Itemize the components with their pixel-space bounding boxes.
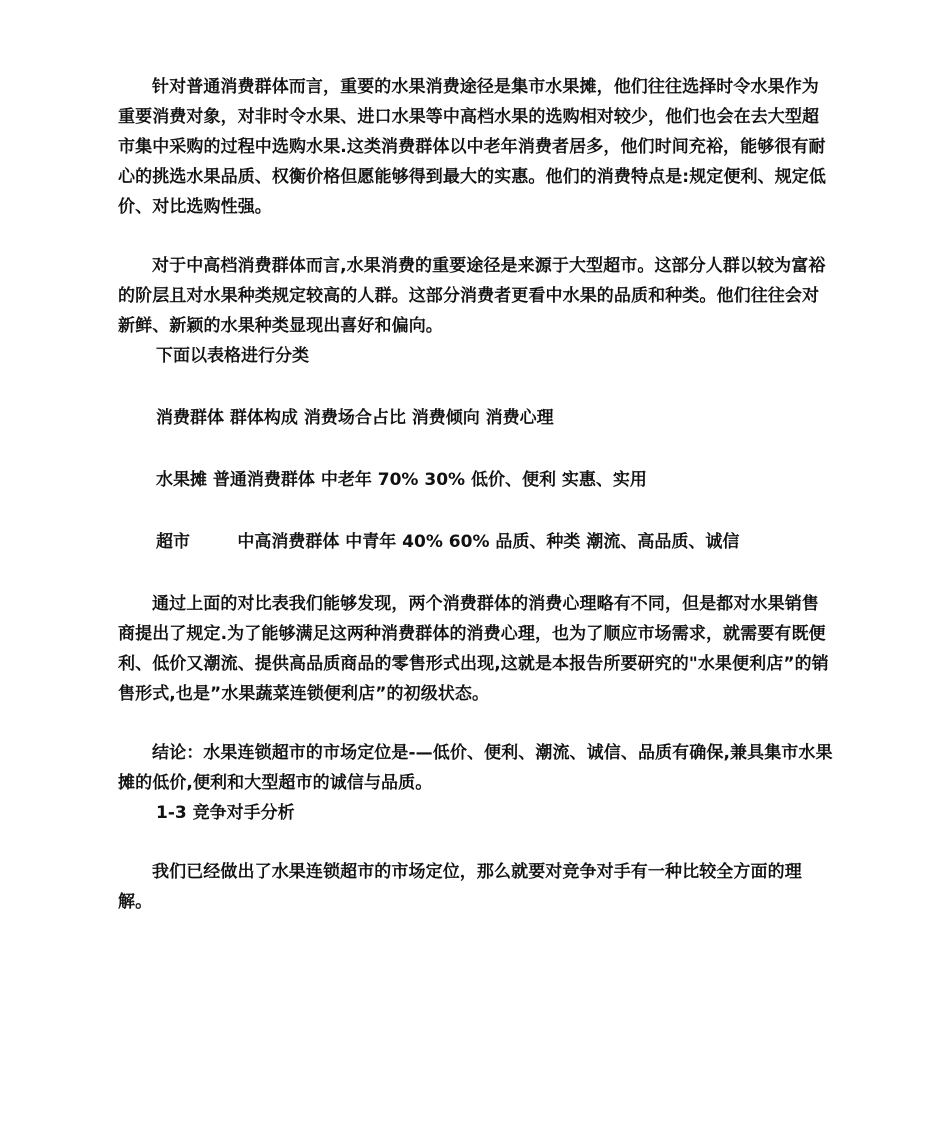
section-heading-competitor-analysis: 1-3 竞争对手分析 <box>156 803 295 823</box>
paragraph-comparison: 通过上面的对比表我们能够发现，两个消费群体的消费心理略有不同，但是都对水果销售商提出了规定.为了能够满足这两种消费群体的消费心理，也为了顺应市场需求，就需要有既便利、低价又潮流、提供高品质商品的零售形式出现,这就是本报告所要研究的"水果便利店”的销售形式,也是”水果蔬菜连锁便利店”的初级状态。 <box>118 594 829 704</box>
table-header-row: 消费群体 群体构成 消费场合占比 消费倾向 消费心理 <box>156 408 554 428</box>
table-row-fruit-stall: 水果摊 普通消费群体 中老年 70% 30% 低价、便利 实惠、实用 <box>156 470 647 490</box>
paragraph-ordinary-consumers: 针对普通消费群体而言，重要的水果消费途径是集市水果摊，他们往往选择时令水果作为重要消费对象，对非时令水果、进口水果等中高档水果的选购相对较少，他们也会在去大型超市集中采购的过程中选购水果.这类消费群体以中老年消费者居多，他们时间充裕，能够很有耐心的挑选水果品质、权衡价格但愿能够得到最大的实惠。他们的消费特点是:规定便利、规定低价、对比选购性强。 <box>118 77 826 217</box>
paragraph-table-intro: 下面以表格进行分类 <box>156 346 309 366</box>
paragraph-conclusion: 结论：水果连锁超市的市场定位是-—低价、便利、潮流、诚信、品质有确保,兼具集市水果摊的低价,便利和大型超市的诚信与品质。 <box>118 743 833 793</box>
paragraph-competitor-intro: 我们已经做出了水果连锁超市的市场定位，那么就要对竞争对手有一种比较全方面的理解。 <box>118 862 802 912</box>
table-row-supermarket: 超市 中高消费群体 中青年 40% 60% 品质、种类 潮流、高品质、诚信 <box>156 532 740 552</box>
paragraph-mid-high-consumers: 对于中高档消费群体而言,水果消费的重要途径是来源于大型超市。这部分人群以较为富裕的阶层且对水果种类规定较高的人群。这部分消费者更看中水果的品质和种类。他们往往会对新鲜、新颖的水果种类显现出喜好和偏向。 <box>118 256 826 336</box>
document-page <box>118 72 834 917</box>
